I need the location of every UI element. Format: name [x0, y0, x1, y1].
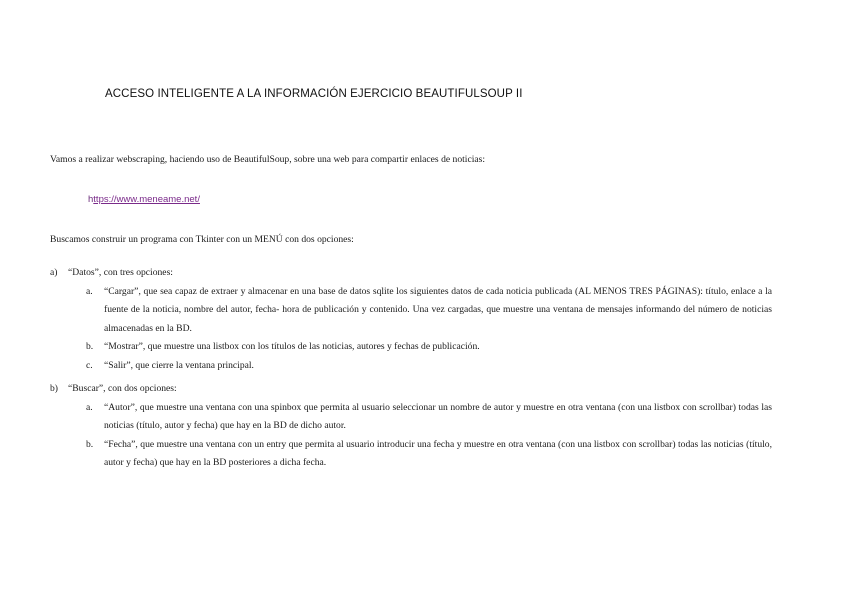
menu-intro-paragraph: Buscamos construir un programa con Tkinter con un MENÚ con dos opciones: [50, 234, 354, 245]
intro-paragraph: Vamos a realizar webscraping, haciendo uso de BeautifulSoup, sobre una web para compartir enlaces de noticias: [50, 154, 486, 165]
item-text: “Salir”, que cierre la ventana principal. [104, 359, 254, 371]
item-text: “Cargar”, que sea capaz de extraer y almacenar en una base de datos sqlite los siguientes datos de cada noticia publicada (AL MENOS TRES PÁGINAS): título, enlace a la fuente de la noticia, nombre del autor, fecha- hora de publicación y contenido. Una vez cargadas, que muestre una ventana de mensajes informando del número de noticias almacenadas en la BD. [104, 285, 772, 334]
item-marker: c. [86, 359, 93, 371]
item-marker: a. [86, 285, 93, 297]
link-prefix: h [88, 194, 94, 205]
section-buscar [50, 380, 772, 473]
section-heading [50, 380, 772, 399]
item-marker: b. [86, 341, 94, 352]
document-title: ACCESO INTELIGENTE A LA INFORMACIÓN EJERCICIO BEAUTIFULSOUP II [105, 88, 523, 100]
item-text: “Mostrar”, que muestre una listbox con los títulos de las noticias, autores y fechas de publicación. [104, 341, 480, 352]
list-item-cargar [86, 283, 772, 339]
item-text: “Fecha”, que muestre una ventana con un entry que permita al usuario introducir una fecha y muestre en otra ventana (con una listbox con scrollbar) todas las noticias (título, autor y fecha) que hay en la BD posteriores a dicha fecha. [104, 438, 772, 468]
section-datos [50, 264, 772, 375]
section-heading [50, 264, 772, 283]
section-marker: b) [50, 383, 58, 394]
section-heading-text: “Buscar”, con dos opciones: [68, 383, 177, 394]
section-heading-text: “Datos”, con tres opciones: [68, 267, 173, 278]
meneame-link[interactable]: ttps://www.meneame.net/ [93, 194, 200, 205]
list-item-autor [86, 399, 772, 436]
list-item-salir [86, 357, 772, 376]
item-marker: b. [86, 438, 94, 450]
item-text: “Autor”, que muestre una ventana con una spinbox que permita al usuario seleccionar un nombre de autor y muestre en otra ventana (con una listbox con scrollbar) todas las noticias (título, autor y fecha) que hay en la BD de dicho autor. [104, 401, 772, 431]
link-line [88, 190, 200, 209]
list-item-fecha [86, 436, 772, 473]
list-item-mostrar [86, 338, 772, 357]
item-marker: a. [86, 401, 93, 413]
section-marker: a) [50, 267, 58, 278]
